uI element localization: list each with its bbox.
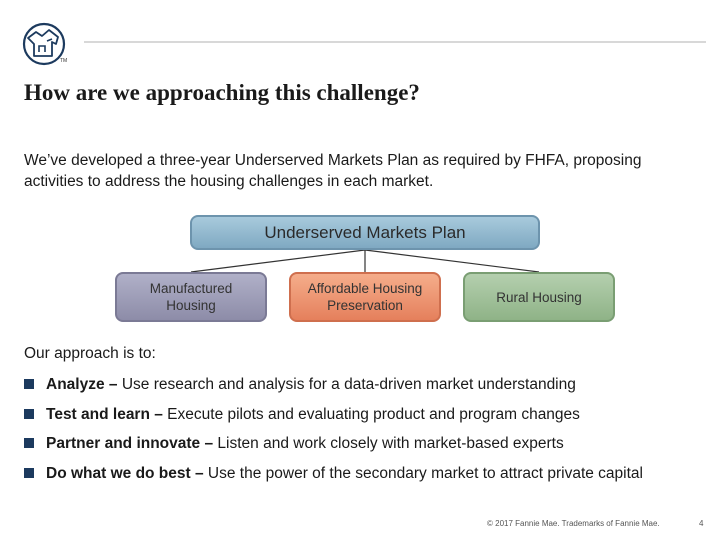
diagram-box-label-line1: Manufactured xyxy=(149,281,233,296)
page-number: 4 xyxy=(699,519,704,528)
list-item-text: Use the power of the secondary market to attract private capital xyxy=(203,464,643,482)
diagram-box-label-line2: Housing xyxy=(166,298,216,313)
diagram-box-affordable-housing-preservation xyxy=(289,272,441,322)
list-item-heading: Test and learn – xyxy=(46,405,163,423)
diagram-box-underserved-markets-plan: Underserved Markets Plan xyxy=(190,215,540,250)
bullet-square-icon xyxy=(24,379,34,389)
list-item-text: Execute pilots and evaluating product and program changes xyxy=(162,405,580,423)
list-item-text: Listen and work closely with market-based experts xyxy=(213,435,564,452)
diagram-box-label-line1: Affordable Housing xyxy=(307,281,423,296)
diagram-box-manufactured-housing xyxy=(115,272,267,322)
bullet-square-icon xyxy=(24,468,34,478)
list-item-heading: Analyze – xyxy=(46,376,118,393)
list-item-heading: Do what we do best – xyxy=(46,464,204,482)
connector-left xyxy=(191,250,365,272)
list-item xyxy=(24,463,704,484)
list-item-heading: Partner and innovate – xyxy=(46,435,214,452)
approach-list xyxy=(24,374,704,492)
list-item xyxy=(24,404,704,425)
intro-paragraph: We’ve developed a three-year Underserved Markets Plan as required by FHFA, proposing activities to address the housing challenges in each market. xyxy=(24,152,642,190)
list-item xyxy=(24,433,704,454)
list-item-text: Use research and analysis for a data-driven market understanding xyxy=(117,376,576,393)
bullet-square-icon xyxy=(24,409,34,419)
bullet-square-icon xyxy=(24,438,34,448)
list-item xyxy=(24,374,704,395)
diagram-box-label-line1: Rural Housing xyxy=(496,289,582,305)
connector-right xyxy=(365,250,539,272)
trademark-mark: TM xyxy=(60,58,68,64)
footer-copyright: © 2017 Fannie Mae. Trademarks of Fannie Mae. xyxy=(487,519,660,528)
diagram-box-rural-housing xyxy=(463,272,615,322)
approach-lead: Our approach is to: xyxy=(24,345,156,362)
page-title: How are we approaching this challenge? xyxy=(24,80,420,105)
diagram-box-label-line2: Preservation xyxy=(327,298,403,313)
